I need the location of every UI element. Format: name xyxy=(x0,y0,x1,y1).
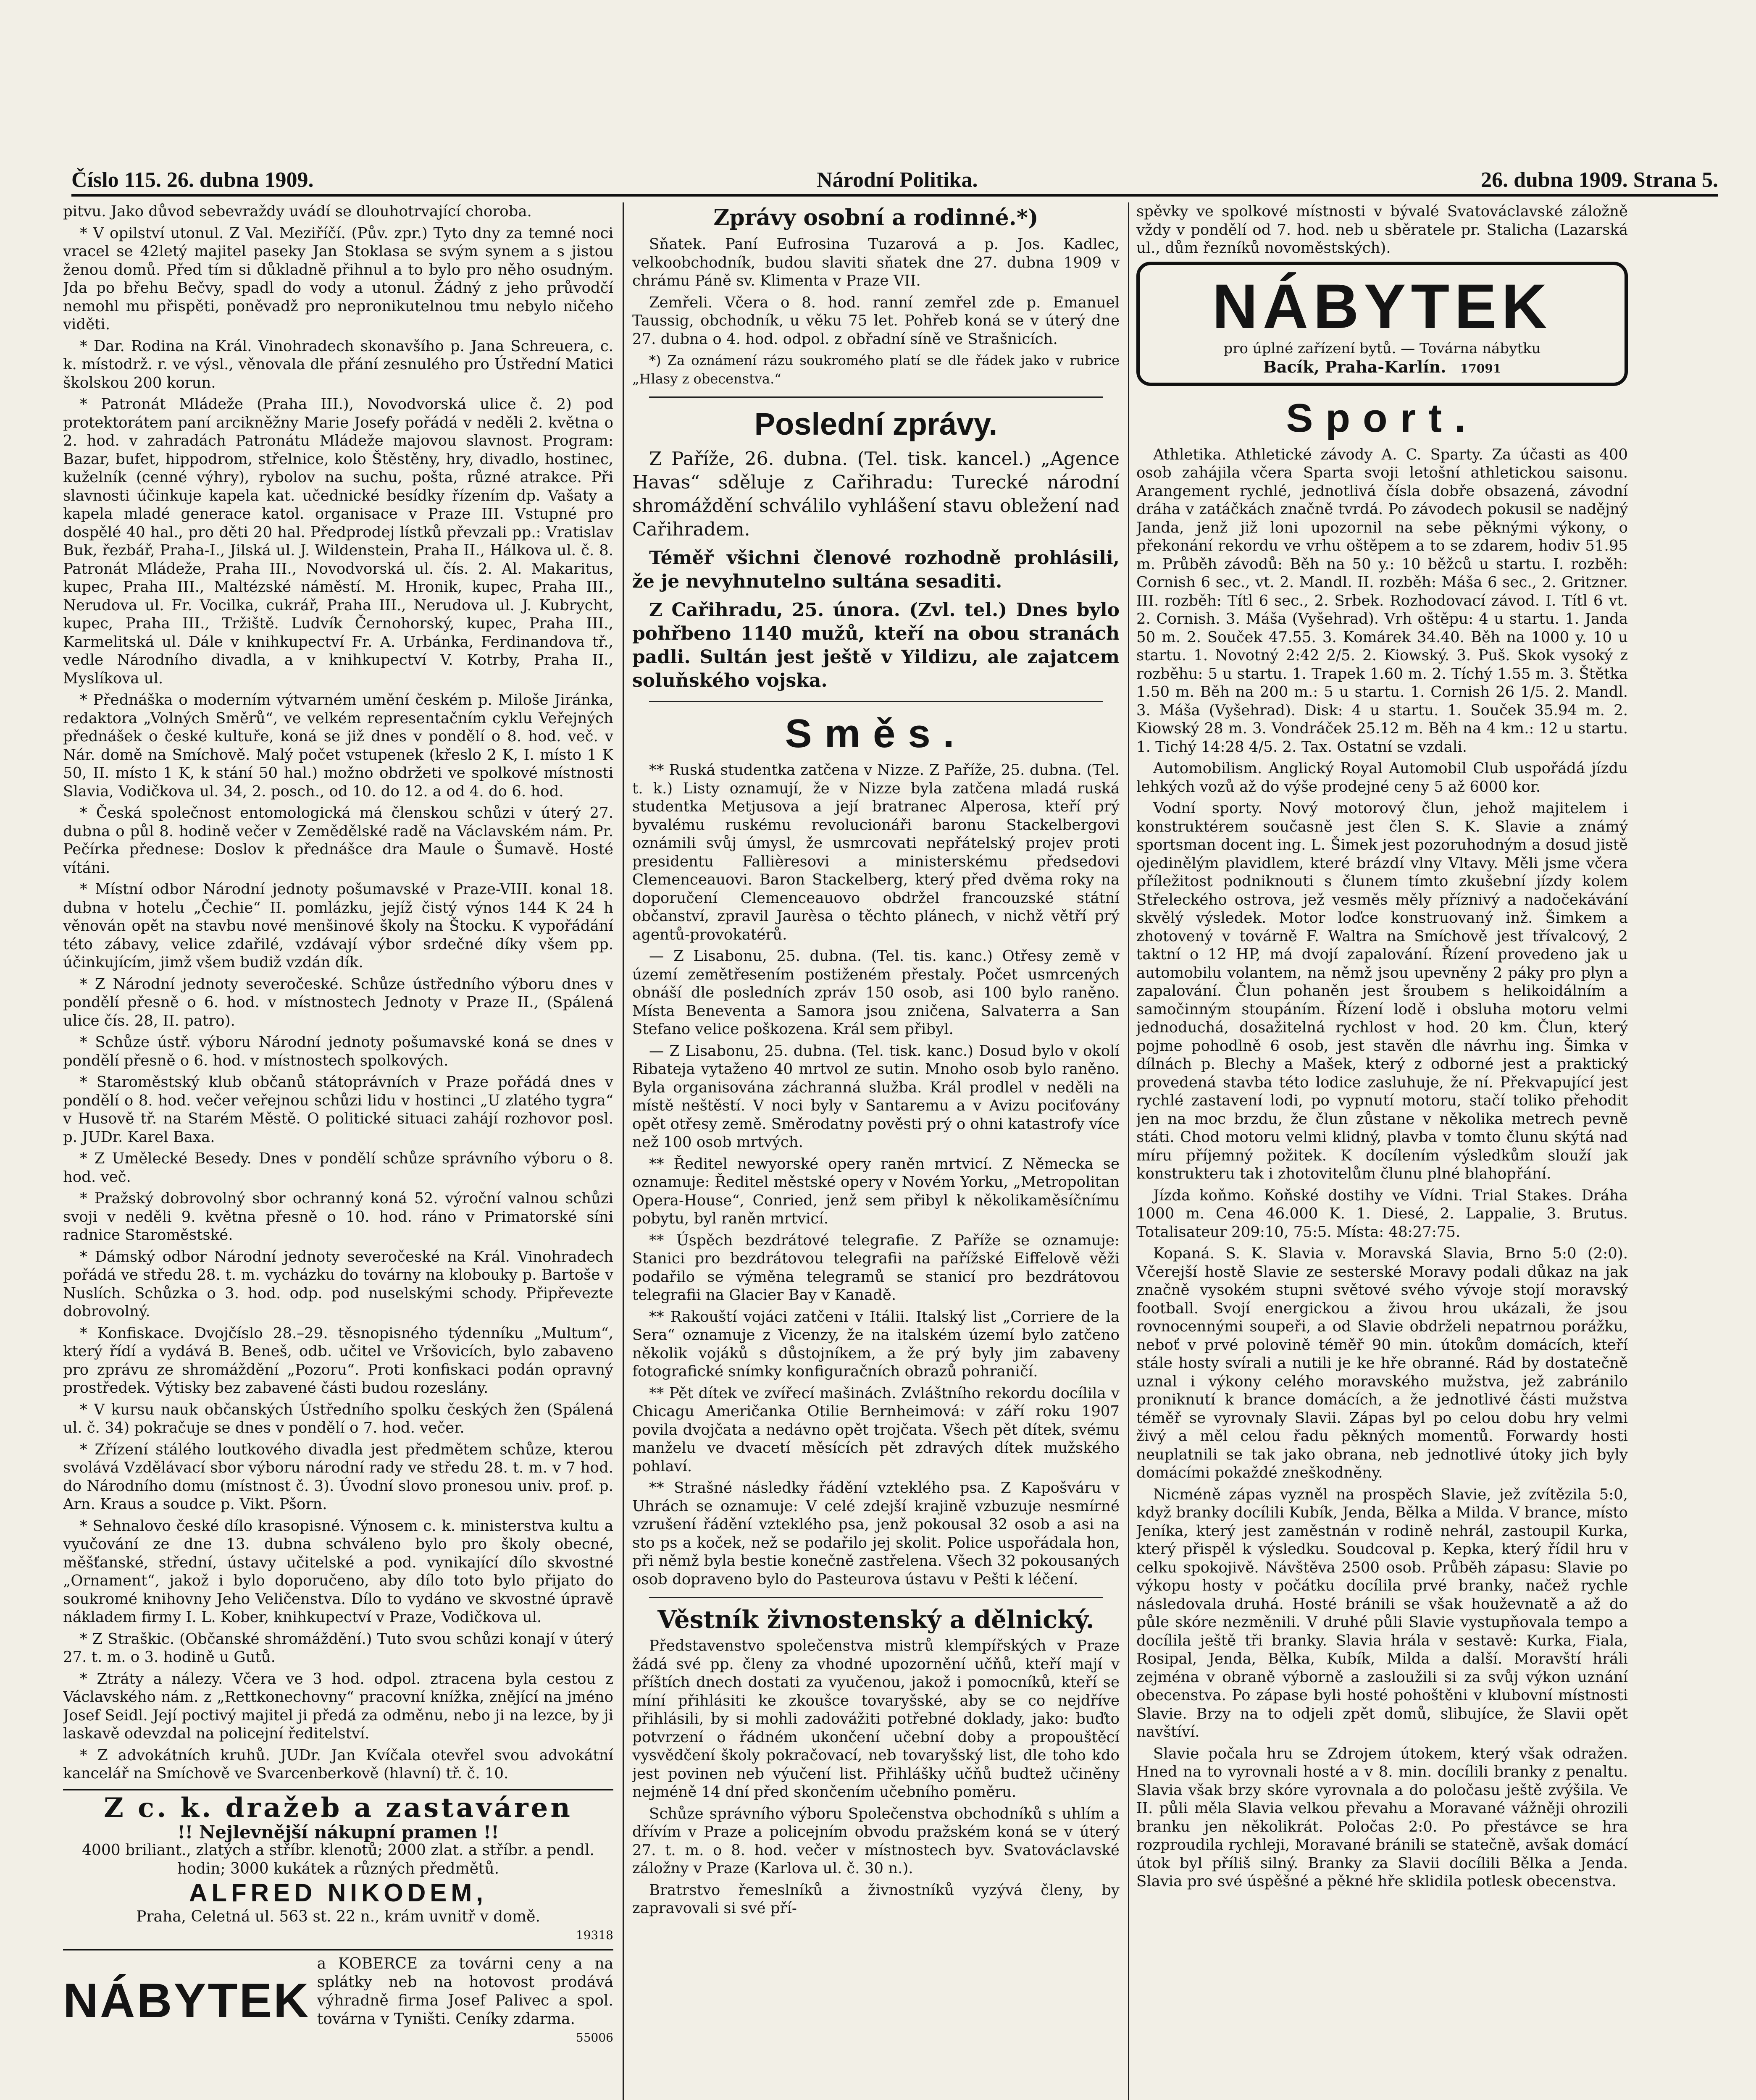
column-3 xyxy=(1136,202,1628,2100)
article-paragraph: Kopaná. S. K. Slavia v. Moravská Slavia, Brno 5:0 (2:0). Včerejší hostě Slavie ze sesterské Moravy podali důkaz na jak značně vysokém stupni světové svého vývoje stojí moravský football. Svojí energickou a živou hrou ukázali, že jsou rovnocennými soupeři, a od Slavie obdrželi nepatrnou porážku, neboť v prvé polovině téměř 90 min. útokům domácích, kteří stále hosty svírali a nutili je ke hře obranné. Rád by dostatečně uznal i výkony celého moravského mužstva, jež zabránilo proniknutí k brance domácích, a že jednotlivé části mužstva téměř se vyrovnaly Slavii. Zápas byl po celou dobu hry velmi živý a měl celou řadu pěkných momentů. Forwardy hosti neuplatnili se tak jako obrana, neb jednotlivé útoky jich byly domácími pokaždé zneškodněny. xyxy=(1136,1245,1628,1481)
pawnshop-ad-address: Praha, Celetná ul. 563 st. 22 n., krám uvnitř v domě. xyxy=(136,1908,540,1925)
article-paragraph: * V opilství utonul. Z Val. Meziříčí. (Pův. zpr.) Tyto dny za temné noci vracel se 42letý majitel paseky Jan Stoklasa se svým synem a s jistou ženou domů. Před tím si důkladně přihnul a to bylo pro něho osudným. Jda po břehu Bečvy, spadl do vody a utonul. Žádný z jeho průvodčí nemohl mu přispěti, poněvadž pro nepronikutelnou tmu nebylo ničeho viděti. xyxy=(63,224,613,333)
furniture-ad-title: NÁBYTEK xyxy=(1212,270,1552,341)
article-paragraph: * Patronát Mládeže (Praha III.), Novodvorská ulice č. 2) pod protektorátem paní arcikněžny Marie Josefy pořádá v neděli 2. května o 2. hod. v zahradách Patronátu Mládeže majovou slavnost. Program: Bazar, bufet, hippodrom, střelnice, kolo Štěstěny, hry, divadlo, hostinec, kuželník (cenné výhry), rybolov na suchu, pošta, různé atrakce. Při slavnosti účinkuje kapela kat. učednické besídky řízením dp. Vašaty a kapela mladé generace katol. organisace v Praze III. Vstupné pro dospělé 40 hal., pro děti 20 hal. Předprodej lístků převzali pp.: Vratislav Buk, řezbář, Praha-I., Jilská ul. J. Wildenstein, Praha II., Hálkova ul. č. 8. Patronát Mládeže, Praha III., Novodvorská ul. čís. 2. Al. Makaritus, kupec, Praha III., Maltézské náměstí. M. Hronik, kupec, Praha III., Nerudova ul. Fr. Vocilka, cukrář, Praha III., Nerudova ul. J. Kubrycht, kupec, Praha III., Tržiště. Ludvík Černohorský, kupec, Praha III., Karmelitská ul. Dále v knihkupectví Fr. A. Urbánka, Ferdinandova tř., vedle Národního divadla, a v knihkupectví V. Kotrby, Praha II., Myslíkova ul. xyxy=(63,396,613,687)
article-paragraph: ** Strašné následky řádění vzteklého psa. Z Kapošváru v Uhrách se oznamuje: V celé zdejší krajině vzbuzuje nesmírné vzrušení řádění vzteklého psa, jenž pokousal 32 osob a asi na sto ps a koček, než se podařilo jej skolit. Police uspořádala hon, při němž byla bestie konečně zastřelena. Všech 32 pokousaných osob dopraveno bylo do Pasteurova ústavu v Pešti k léčení. xyxy=(632,1479,1120,1588)
furniture-ad-tagline: pro úplné zařízení bytů. — Továrna nábytku xyxy=(1223,340,1541,357)
pawnshop-ad-name: ALFRED NIKODEM, xyxy=(189,1879,487,1907)
section-heading-sport: Sport. xyxy=(1286,395,1478,441)
article-paragraph: * Z Národní jednoty severočeské. Schůze ústředního výboru dnes v pondělí přesně o 6. hod. v místnostech Jednoty v Praze II., (Spálená ulice čís. 28, II. patro). xyxy=(63,975,613,1029)
article-paragraph: * Staroměstský klub občanů státoprávních v Praze pořádá dnes v pondělí o 8. hod. večer veřejnou schůzi lidu v hostinci „U zlatého tygra“ v Husově tř. na Starém Městě. O politické situaci zahájí rozhovor posl. p. JUDr. Karel Baxa. xyxy=(63,1074,613,1146)
furniture-ad-number: 17091 xyxy=(1460,361,1501,375)
news-lead-bold: Z Cařihradu, 25. února. (Zvl. tel.) Dnes bylo pohřbeno 1140 mužů, kteří na obou stranách padli. Sultán jest ještě v Yildizu, ale zajatcem soluňského vojska. xyxy=(632,599,1120,691)
furniture-ad-2-text: a KOBERCE za továrni ceny a na splátky neb na hotovost prodává výhradně firma Josef Palivec a spol. továrna v Tyništi. Ceníky zdarma. xyxy=(317,1955,613,2028)
section-heading-miscellany: Směs. xyxy=(785,711,967,756)
article-paragraph: — Z Lisabonu, 25. dubna. (Tel. tisk. kanc.) Dosud bylo v okolí Ribateja vytaženo 40 mrtvol ze sutin. Mnoho osob bylo raněno. Byla organisována záchranná služba. Král prodlel v neděli na místě neštěstí. V noci byly v Santaremu a v Avizu pociťovány opět otřesy země. Směrodatny pověsti prý o ohni katastrofy více než 100 osob mrtvých. xyxy=(632,1042,1120,1151)
article-paragraph: * Sehnalovo české dílo krasopisné. Výnosem c. k. ministerstva kultu a vyučování ze dne 13. dubna schváleno bylo pro školy obecné, měšťanské, střední, ústavy učitelské a pod. vynikající dílo skvostné „Ornament“, jakož i bylo doporučeno, aby dílo toto bylo přijato do soukromé knihovny Jeho Veličenstva. Dílo to vydáno ve skvostné úpravě nákladem firmy I. L. Kober, knihkupectví v Praze, Vodičkova ul. xyxy=(63,1517,613,1626)
pawnshop-ad-title: Z c. k. dražeb a zastaváren xyxy=(104,1792,573,1824)
article-paragraph: * Dar. Rodina na Král. Vinohradech skonavšího p. Jana Schreuera, c. k. místodrž. r. ve výsl., věnovala dle přání zesnulého pro Ústřední Matici školskou 200 korun. xyxy=(63,337,613,391)
article-paragraph: Slavie počala hru se Zdrojem útokem, který však odražen. Hned na to vyrovnali hosté a v 8. min. docílili branky z penaltu. Slavia však brzy skóre vyrovnala a do poločasu ještě zvýšila. Ve II. půli měla Slavia velkou převahu a Moravané vážněji ohrozili branku jen několikrát. Poločas 2:0. Po přestávce se hra rozproudila rychleji, Moravané bránili se statečně, avšak domácí útok byl příliš silný. Branky za Slavii docílili Bělka a Jenda. Slavia pro své úspěšné a pěkné hře sklidila potlesk obecenstva. xyxy=(1136,1745,1628,1890)
article-paragraph: * V kursu nauk občanských Ústředního spolku českých žen (Spálená ul. č. 34) pokračuje se dnes v pondělí o 7. hod. večer. xyxy=(63,1401,613,1436)
date-and-page: 26. dubna 1909. Strana 5. xyxy=(1481,168,1718,192)
furniture-ad-address xyxy=(1148,357,1616,378)
pawnshop-ad-subtitle: !! Nejlevnější nákupní pramen !! xyxy=(177,1822,499,1843)
article-paragraph: Nicméně zápas vyzněl na prospěch Slavie, jež zvítězila 5:0, když branky docílili Kubík, Jenda, Bělka a Milda. V brance, místo Jeníka, který jest zaměstnán v rodině nehrál, zastoupil Kurka, který přispěl k výsledku. Soudcoval p. Kepka, který řídil hru v celku spokojivě. Návštěva 2500 osob. Průběh zápasu: Slavie po výkopu hosty v počátku docílila prvé branky, načež rychle následovala druhá. Hosté bránili se však houževnatě a až do půle skóre nezměnili. V druhé půli Slavie vystupňovala tempo a docílila ještě tři branky. Slavia hrála v sestavě: Kurka, Fiala, Rosipal, Jenda, Bělka, Kubík, Milda a další. Moravští hráli zejména v obraně výborně a zasloužili si za svůj výkon uznání obecenstva. Po zápase byli hosté pohoštěni v klubovní místnosti Slavie. Brzy na to odjeli zpět domů, slibujíce, že Slavii opět navštíví. xyxy=(1136,1486,1628,1740)
article-paragraph: Jízda koňmo. Koňské dostihy ve Vídni. Trial Stakes. Dráha 1000 m. Cena 46.000 K. 1. Diesé, 2. Lappalie, 3. Brutus. Totalisateur 209:10, 75:5. Místa: 48:27:75. xyxy=(1136,1186,1628,1241)
article-paragraph: Sňatek. Paní Eufrosina Tuzarová a p. Jos. Kadlec, velkoobchodník, budou slaviti sňatek dne 27. dubna 1909 v chrámu Páně sv. Klimenta v Praze VII. xyxy=(632,236,1120,289)
article-paragraph: * Dámský odbor Národní jednoty severočeské na Král. Vinohradech pořádá ve středu 28. t. m. vycházku do továrny na klobouky p. Bartoše v Nuslích. Schůzka o 3. hod. odp. pod nuselskými schody. Připřevezte dobrovolný. xyxy=(63,1248,613,1320)
article-paragraph: * Pražský dobrovolný sbor ochranný koná 52. výroční valnou schůzi svoji v neděli 9. května přesně o 10. hod. ráno v Primatorské síni radnice Staroměstské. xyxy=(63,1190,613,1244)
article-paragraph: * Česká společnost entomologická má členskou schůzi v úterý 27. dubna o půl 8. hodině večer v Zemědělské radě na Václavském nám. Pr. Pečírka přednese: Doslov k přednášce dra Maule o Šumavě. Hosté vítáni. xyxy=(63,804,613,877)
article-paragraph: Představenstvo společenstva mistrů klempířských v Praze žádá své pp. členy za vhodné upozornění učňů, kteří mají v příštích dnech dostati za vyučenou, jakož i pomocníků, kteří se míní přihlásiti ke zkoušce tovaryšské, aby se co nejdříve přihlásili, by si mohli zadovážiti potřebné doklady, jako: buďto potvrzení o řádném ukončení učební doby a propouštěcí vysvědčení školy pokračovací, neb tovaryšský list, dle toho kdo jest povinen neb výučení list. Přihlášky učňů budtež učiněny nejméně 14 dní před skončením učebního poměru. xyxy=(632,1637,1120,1801)
pawnshop-ad-body: 4000 briliant., zlatých a stříbr. klenotů; 2000 zlat. a stříbr. a pendl. hodin; 3000 kukátek a různých předmětů. xyxy=(82,1842,594,1877)
issue-number: Číslo 115. 26. dubna 1909. xyxy=(71,168,314,192)
section-divider xyxy=(649,1597,1103,1598)
section-heading-personal: Zprávy osobní a rodinné.*) xyxy=(713,205,1038,231)
furniture-ad-2-title: NÁBYTEK xyxy=(63,1973,310,2028)
column-divider-2 xyxy=(1128,202,1129,2100)
furniture-ad-address-text: Bacík, Praha-Karlín. xyxy=(1263,357,1446,376)
footnote: *) Za oznámení rázu soukromého platí se dle řádek jako v rubrice „Hlasy z obecenstva.“ xyxy=(632,352,1120,387)
article-paragraph: ** Rakouští vojáci zatčeni v Itálii. Italský list „Corriere de la Sera“ oznamuje z Vicenzy, že na italském území bylo zatčeno několik vojáků s důstojníkem, a že prý byly jim zabaveny fotografické snímky konfiguračních obrazů pohraničí. xyxy=(632,1308,1120,1380)
article-paragraph: * Konfiskace. Dvojčíslo 28.–29. těsnopisného týdenníku „Multum“, který řídí a vydává B. Beneš, odb. učitel ve Vršovicích, bylo zabaveno pro zprávu ze shromáždění „Pozoru“. Proti konfiskaci podán opravný prostředek. Výtisky bez zabavené části budou rozeslány. xyxy=(63,1324,613,1396)
masthead-title: Národní Politika. xyxy=(817,168,978,192)
article-paragraph: spěvky ve spolkové místnosti v bývalé Svatováclavské záložně vždy v pondělí od 7. hod. neb u sběratele pr. Stalicha (Lazarská ul., dům řezníků novoměstských). xyxy=(1136,203,1628,257)
article-paragraph: Automobilism. Anglický Royal Automobil Club uspořádá jízdu lehkých vozů až do výše prodejné ceny 5 až 6000 kor. xyxy=(1136,760,1628,795)
article-paragraph: * Schůze ústř. výboru Národní jednoty pošumavské koná se dnes v pondělí přesně o 6. hod. v místnostech spolkových. xyxy=(63,1034,613,1069)
article-paragraph: Vodní sporty. Nový motorový člun, jehož majitelem i konstruktérem současně jest člen S. K. Slavie a známý sportsman docent ing. L. Šimek jest pozoruhodným a dosud jistě ojedinělým plavidlem, které brázdí vlny Vltavy. Měli jsme včera příležitost podniknouti s člunem tímto zkušební jízdy kolem Střeleckého ostrova, jež vesměs měly příznivý a nadočekávání skvělý výsledek. Motor loďce konstruovaný inž. Šimkem a zhotovený v továrně F. Waltra na Smíchově jest třívalcový, 2 taktní o 12 HP, má dvojí zapalování. Řízení provedeno jak u automobilu volantem, na němž jsou upevněny 2 páky pro plyn a zapalování. Člun pohaněn jest šroubem s helikoidálním a samočinným stoupáním. Řízení lodě i obsluha motoru velmi jednoduchá, dosažitelná rychlost v hod. 20 km. Člun, který pojme pohodlně 6 osob, jest stavěn dle návrhu ing. Šimka v dílnách p. Blechy a Mašek, který z odborné jest a praktický provedená stavba této lodice zasluhuje, že ní. Překvapující jest rychlé zastavení lodi, po vypnutí motoru, stačí toliko přehodit jen na moc brzdu, že člun zůstane v několika metrech pevně státi. Chod motoru velmi klidný, plavba v tomto člunu skýtá nad míru příjemný požitek. K docílením výsledkům slouží jak konstrukteru tak i zhotovitelům člunu plné blahopřání. xyxy=(1136,800,1628,1182)
section-divider xyxy=(649,396,1103,398)
article-paragraph: * Z Straškic. (Občanské shromáždění.) Tuto svou schůzi konají v úterý 27. t. m. o 3. hodině u Gutů. xyxy=(63,1630,613,1666)
news-lead-bold: Téměř všichni členové rozhodně prohlásili, že je nevyhnutelno sultána sesaditi. xyxy=(632,547,1120,592)
article-paragraph: Bratrstvo řemeslníků a živnostníků vyzývá členy, by zapravovali si své pří- xyxy=(632,1881,1120,1917)
header-rule xyxy=(71,194,1718,197)
article-paragraph: ** Ruská studentka zatčena v Nizze. Z Paříže, 25. dubna. (Tel. t. k.) Listy oznamují, že v Nizze byla zatčena mladá ruská studentka Metjusova a její bratranec Alperosa, kteří prý byvalému ruskému revolucionáři baronu Stackelbergovi oznámili svůj úmysl, že usmrcovati nepřátelský projev proti presidentu Fallièresovi a ministerskému předsedovi Clemenceauovi. Baron Stackelberg, který před dvěma roky na doporučení Clemenceauovo obdržel francouzské státní občanství, zpravil Jaurèsa o těchto plánech, v nichž větří prý agentů-provokatérů. xyxy=(632,761,1120,943)
pawnshop-advertisement xyxy=(63,1789,613,1950)
page-header xyxy=(71,163,1718,192)
section-heading-latest-news: Poslední zprávy. xyxy=(754,407,998,441)
article-paragraph: ** Pět dítek ve zvířecí mašinách. Zvláštního rekordu docílila v Chicagu Američanka Otilie Bernheimová: v září roku 1907 povila dvojčata a nedávno opět trojčata. Všech pět dítek, svému manželu ve dvacetí měsících pět zdravých dítek mužského pohlaví. xyxy=(632,1384,1120,1475)
article-paragraph: Zemřeli. Včera o 8. hod. ranní zemřel zde p. Emanuel Taussig, obchodník, u věku 75 let. Pohřeb koná se v úterý dne 27. dubna o 4. hod. odpol. z obřadní síně ve Strašnicích. xyxy=(632,294,1120,348)
article-paragraph: pitvu. Jako důvod sebevraždy uvádí se dlouhotrvající choroba. xyxy=(63,203,532,220)
column-2 xyxy=(632,202,1120,2100)
article-paragraph: Schůze správního výboru Společenstva obchodníků s uhlím a dřívím v Praze a policejním obvodu pražském koná se v úterý 27. t. m. o 8. hod. večer v místnostech byv. Svatováclavské záložny v Praze (Karlova ul. č. 30 n.). xyxy=(632,1805,1120,1877)
column-1 xyxy=(63,202,613,2100)
article-paragraph: ** Úspěch bezdrátové telegrafie. Z Paříže se oznamuje: Stanici pro bezdrátovou telegrafii na pařížské Eiffelově věži podařilo se výměna telegramů se stanicí pro bezdrátovou telegrafii na Glacier Bay v Kanadě. xyxy=(632,1231,1120,1304)
section-divider xyxy=(649,701,1103,702)
furniture-advertisement xyxy=(1136,262,1628,386)
article-paragraph: * Zřízení stálého loutkového divadla jest předmětem schůze, kterou svolává Vzdělávací sbor výboru národní rady ve středu 28. t. m. v 7 hod. do Národního domu (místnost č. 3). Úvodní slovo pronesou univ. prof. p. Arn. Kraus a soudce p. Vikt. Pšorn. xyxy=(63,1441,613,1513)
article-paragraph: ** Ředitel newyorské opery raněn mrtvicí. Z Německa se oznamuje: Ředitel městské opery v Novém Yorku, „Metropolitan Opera-House“, Conried, jenž sem přibyl k několikaměsíčnímu pobytu, byl raněn mrtvicí. xyxy=(632,1155,1120,1227)
news-lead: Z Paříže, 26. dubna. (Tel. tisk. kancel.) „Agence Havas“ sděluje z Cařihradu: Turecké národní shromáždění schválilo vyhlášení stavu obležení nad Cařihradem. xyxy=(632,448,1120,540)
pawnshop-ad-number: 19318 xyxy=(576,1928,613,1942)
furniture-ad-2-number: 55006 xyxy=(576,2030,613,2045)
article-paragraph: * Ztráty a nálezy. Včera ve 3 hod. odpol. ztracena byla cestou z Václavského nám. z „Rettkonechovny“ pracovní knížka, znějící na jméno Josef Seidl. Její poctivý majitel ji předá za odměnu, nebo ji na lezce, by ji laskavě odevzdal na policejní ředitelství. xyxy=(63,1670,613,1742)
article-paragraph: * Místní odbor Národní jednoty pošumavské v Praze-VIII. konal 18. dubna v hotelu „Čechie“ II. pomlázku, jejíž čistý výnos 144 K 24 h věnován opět na stavbu nové menšinové školy na Štocku. K vypořádání této zábavy, velice zdařilé, vzdávají výbor srdečné díky všem pp. účinkujícím, jimž všem budiž vzdán dík. xyxy=(63,881,613,971)
article-paragraph: Athletika. Athletické závody A. C. Sparty. Za účasti as 400 osob zahájila včera Sparta svoji letošní athletickou saisonu. Arangement rychlé, jednotlivá čísla dobře obsazená, závodní dráha v zatáčkách značně tvrdá. Po závodech pokusil se nadějný Janda, jenž již loni upozornil na sebe pěknými výkony, o překonání rekordu ve vrhu oštěpem a to se zdarem, hodiv 51.95 m. Průběh závodů: Běh na 50 y.: 10 běžců u startu. I. rozběh: Cornish 6 sec., vt. 2. Mandl. II. rozběh: Máša 6 sec., 2. Gritzner. III. rozběh: Títl 6 sec., 2. Srbek. Rozhodovací závod. I. Títl 6 vt. 2. Cornish. 3. Máša (Vyšehrad). Vrh oštěpu: 4 u startu. 1. Janda 50 m. 2. Souček 47.55. 3. Komárek 34.40. Běh na 1000 y. 10 u startu. 1. Novotný 2:42 2/5. 2. Kiowský. 3. Puš. Skok vysoký z rozběhu: 5 u startu. 1. Trapek 1.60 m. 2. Tíchý 1.55 m. 3. Štětka 1.50 m. Běh na 200 m.: 5 u startu. 1. Cornish 26 1/5. 2. Mandl. 3. Máša (Vyšehrad). Disk: 4 u startu. 1. Souček 35.94 m. 2. Kiowský 28 m. 3. Vondráček 25.12 m. Běh na 4 km.: 12 u startu. 1. Tichý 14:28 4/5. 2. Tax. Ostatní se vzdali. xyxy=(1136,446,1628,756)
column-divider-1 xyxy=(623,202,624,2100)
article-paragraph: — Z Lisabonu, 25. dubna. (Tel. tis. kanc.) Otřesy země v území zemětřesením postiženém přestaly. Počet usmrcených obnáší dle posledních zpráv 150 osob, asi 100 bylo raněno. Místa Beneventa a Samora jsou zničena, Salvaterra a San Stefano velice poškozena. Král sem přibyl. xyxy=(632,948,1120,1038)
furniture-advertisement-2 xyxy=(63,1955,613,2047)
article-paragraph: * Z Umělecké Besedy. Dnes v pondělí schůze správního výboru o 8. hod. več. xyxy=(63,1150,613,1186)
article-paragraph: * Z advokátních kruhů. JUDr. Jan Kvíčala otevřel svou advokátní kancelář na Smíchově ve Svarcenberkově (hlavní) tř. č. 10. xyxy=(63,1746,613,1782)
article-paragraph: * Přednáška o moderním výtvarném umění českém p. Miloše Jiránka, redaktora „Volných Směrů“, ve velkém representačním cyklu Veřejných přednášek o české kultuře, koná se již dnes v pondělí o 8. hod. več. v Nár. domě na Smíchově. Malý počet vstupenek (křeslo 2 K, I. místo 1 K 50, II. místo 1 K, k stání 50 hal.) možno obdržeti ve spolkové místnosti Slavia, Vodičkova ul. 34, 2. posch., od 10. do 12. a od 4. do 6. hod. xyxy=(63,691,613,800)
section-heading-trade: Věstník živnostenský a dělnický. xyxy=(657,1605,1094,1634)
